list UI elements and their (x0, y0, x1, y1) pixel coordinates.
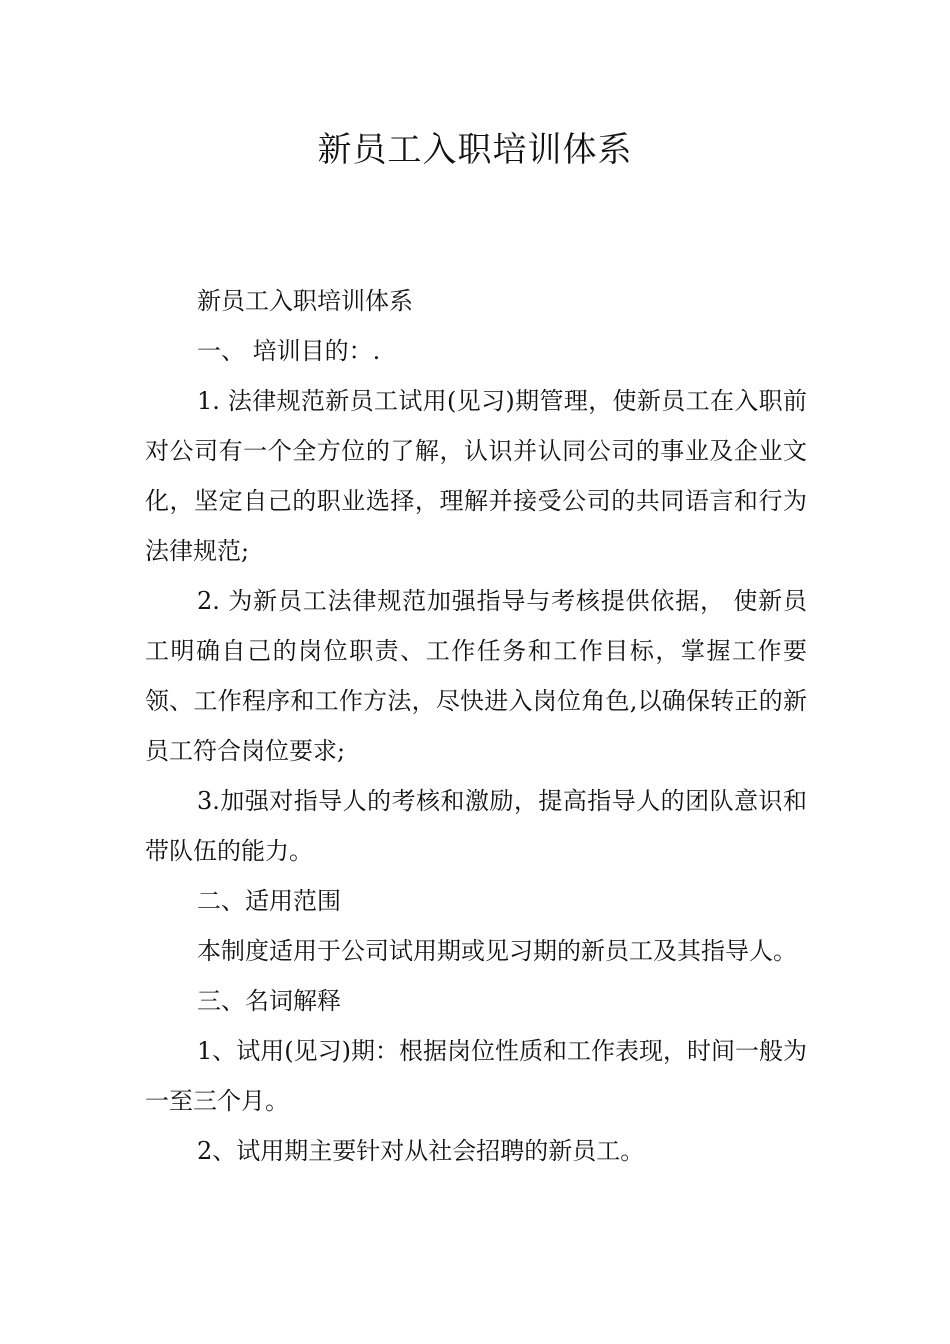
document-body (145, 276, 807, 1176)
definition-item-1: 1、试用(见习)期：根据岗位性质和工作表现，时间一般为一至三个月。 (145, 1037, 807, 1115)
section-scope: 二、适用范围 (197, 887, 341, 915)
definition-item-2: 2、试用期主要针对从社会招聘的新员工。 (197, 1137, 645, 1165)
purpose-item-2: 2. 为新员工法律规范加强指导与考核提供依据， 使新员工明确自己的岗位职责、工作任务和工作目标，掌握工作要领、工作程序和工作方法，尽快进入岗位角色,以确保转正的新员工符合岗位要求; (145, 587, 807, 765)
paragraph-heading: 新员工入职培训体系 (197, 287, 413, 315)
purpose-item-1: 1. 法律规范新员工试用(见习)期管理，使新员工在入职前对公司有一个全方位的了解，认识并认同公司的事业及企业文化，坚定自己的职业选择，理解并接受公司的共同语言和行为法律规范; (145, 387, 807, 565)
section-training-purpose: 一、 培训目的：. (197, 337, 381, 365)
section-definitions: 三、名词解释 (197, 987, 341, 1015)
purpose-item-3: 3.加强对指导人的考核和激励，提高指导人的团队意识和带队伍的能力。 (145, 787, 807, 865)
document-title: 新员工入职培训体系 (317, 130, 633, 170)
scope-text: 本制度适用于公司试用期或见习期的新员工及其指导人。 (197, 937, 797, 965)
